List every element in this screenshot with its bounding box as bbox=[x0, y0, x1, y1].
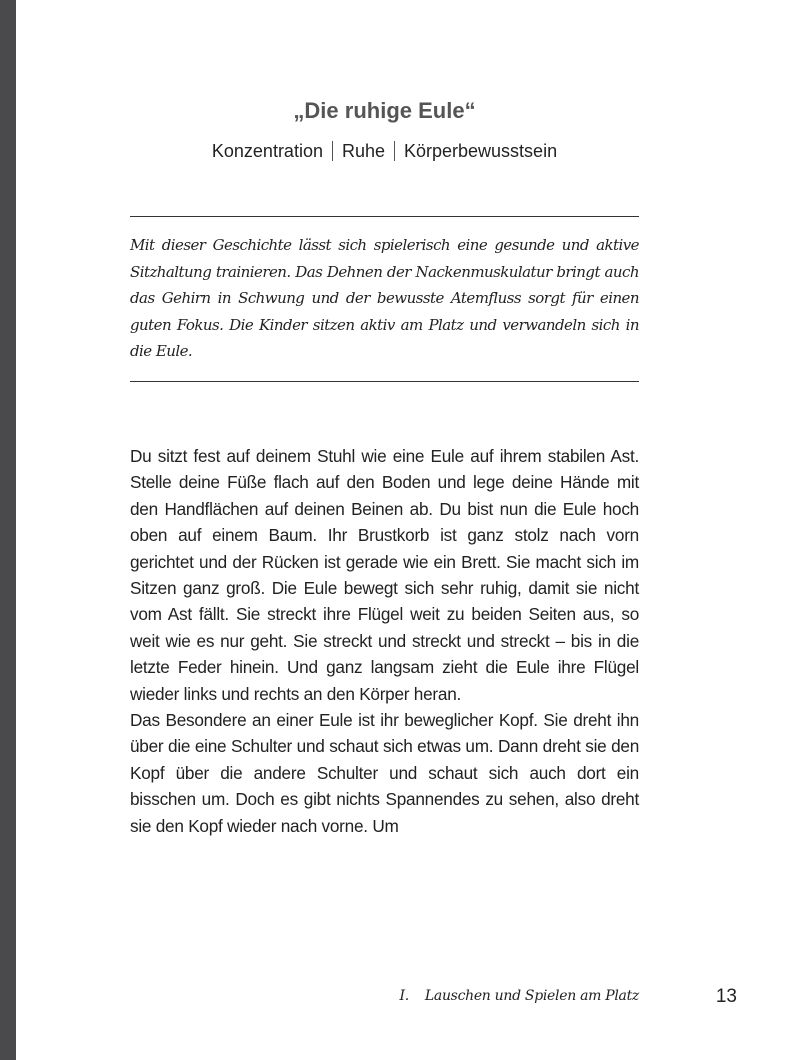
intro-text: Mit dieser Geschichte lässt sich spielerisch eine gesunde und aktive Sitzhaltung trainieren. Das Dehnen der Nackenmuskulatur bringt auch das Gehirn in Schwung und der bewusste Atemfluss sorgt für einen guten Fokus. Die Kinder sitzen aktiv am Platz und verwandeln sich in die Eule. bbox=[130, 236, 639, 360]
intro-top-rule bbox=[130, 216, 639, 217]
tag-body-awareness: Körperbewusstsein bbox=[404, 141, 558, 161]
story-paragraph: Das Besondere an einer Eule ist ihr beweglicher Kopf. Sie dreht ihn über die eine Schulter und schaut sich etwas um. Dann dreht sie den Kopf über die andere Schulter und schaut sich auch dort ein bisschen um. Doch es gibt nichts Spannendes zu sehen, also dreht sie den Kopf wieder nach vorne. Um bbox=[130, 710, 639, 836]
page-number: 13 bbox=[715, 986, 737, 1007]
story-text bbox=[130, 443, 639, 839]
tag-separator bbox=[394, 141, 395, 161]
tag-separator bbox=[332, 141, 333, 161]
topic-tags bbox=[130, 141, 639, 162]
chapter-title: Lauschen und Spielen am Platz bbox=[424, 988, 639, 1004]
tag-concentration: Konzentration bbox=[211, 141, 323, 161]
page-title: „Die ruhige Eule“ bbox=[293, 98, 476, 123]
intro-bottom-rule bbox=[130, 381, 639, 382]
story-paragraph: Du sitzt fest auf deinem Stuhl wie eine Eule auf ihrem stabilen Ast. Stelle deine Füße flach auf den Boden und lege deine Hände mit den Handflächen auf deinen Beinen ab. Du bist nun die Eule hoch oben auf einem Baum. Ihr Brustkorb ist ganz stolz nach vorn gerichtet und der Rücken ist gerade wie ein Brett. Sie macht sich im Sitzen ganz groß. Die Eule bewegt sich sehr ruhig, damit sie nicht vom Ast fällt. Sie streckt ihre Flügel weit zu beiden Seiten aus, so weit wie es nur geht. Sie streckt und streckt und streckt – bis in die letzte Feder hinein. Und ganz langsam zieht die Eule ihre Flügel wieder links und rechts an den Körper heran. bbox=[130, 446, 639, 704]
running-footer bbox=[380, 988, 639, 1004]
page-edge-bar bbox=[0, 0, 16, 1060]
tag-calm: Ruhe bbox=[341, 141, 385, 161]
chapter-number: I. bbox=[399, 988, 409, 1004]
